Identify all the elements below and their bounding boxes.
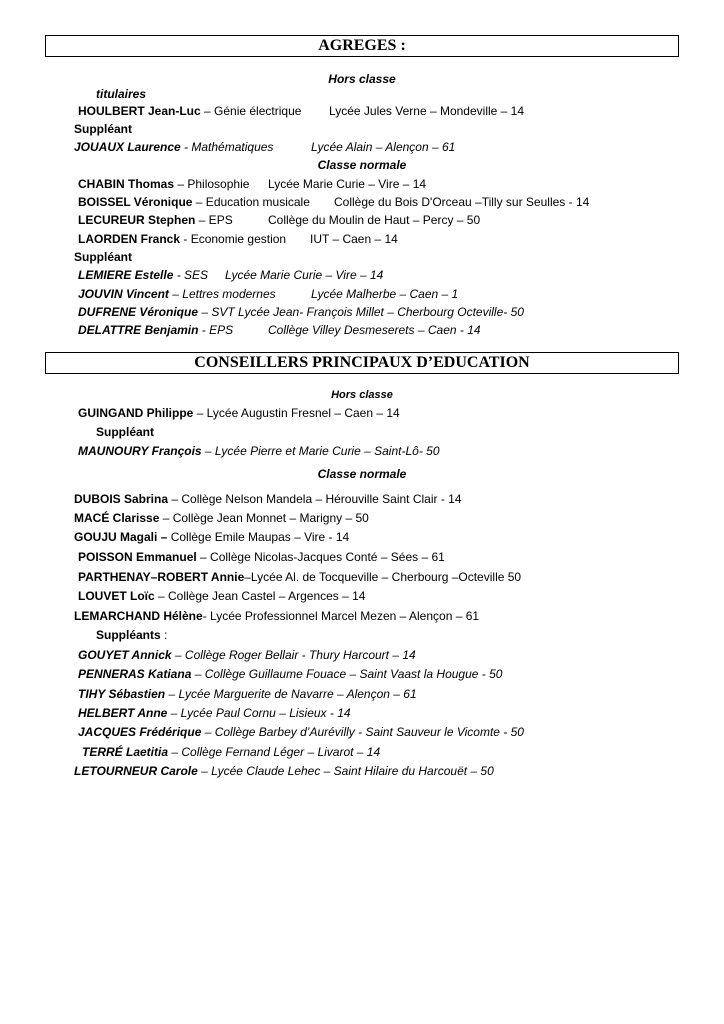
person-name: MAUNOURY François [78,444,202,458]
cpe-cn-titulaire-7 [74,609,479,623]
cpe-cn-suppleant-2 [78,667,502,681]
agreges-cn-titulaire-4 [78,232,398,246]
person-detail: – Collège Roger Bellair - Thury Harcourt – 14 [171,648,416,662]
person-detail: – Education musicale [192,195,310,209]
cpe-hc-suppleant-1 [78,444,440,458]
person-name: JOUAUX Laurence [74,140,181,154]
person-school: Collège Villey Desmeserets – Caen - 14 [268,323,481,337]
cpe-classe-normale-label: Classe normale [317,467,407,481]
person-detail: – Lettres modernes [168,287,276,301]
person-detail: Collège Emile Maupas – Vire - 14 [167,530,350,544]
cpe-hc-titulaire-1 [78,406,400,420]
person-school: Lycée Alain – Alençon – 61 [311,140,456,154]
cpe-hors-classe-label: Hors classe [331,389,393,401]
person-detail: – Philosophie [174,177,250,191]
cpe-cn-suppleant-3 [78,687,417,701]
agreges-cn-suppleant-1 [78,268,384,282]
person-detail: – Collège Fernand Léger – Livarot – 14 [168,745,381,759]
person-name: PENNERAS Katiana [78,667,192,681]
person-name: GUINGAND Philippe [78,406,194,420]
cpe-cn-suppleant-4 [78,706,351,720]
cpe-cn-suppleant-6 [82,745,380,759]
agreges-heading: AGREGES : [45,35,679,57]
person-name: LOUVET Loïc [78,589,155,603]
cpe-cn-titulaire-1 [74,492,462,506]
person-school: Lycée Malherbe – Caen – 1 [311,287,459,301]
cpe-cn-titulaire-3 [74,530,349,544]
cpe-cn-suppleant-7 [74,764,494,778]
person-detail: –Lycée Al. de Tocqueville – Cherbourg –Octeville 50 [244,570,522,584]
person-name: HOULBERT Jean-Luc [78,104,201,118]
person-name: POISSON Emmanuel [78,550,197,564]
person-name: LAORDEN Franck [78,232,181,246]
person-detail: – Collège Barbey d’Aurévilly - Saint Sauveur le Vicomte - 50 [201,725,524,739]
cpe-hc-suppleant-label: Suppléant [96,425,155,439]
agreges-cn-titulaire-2 [78,195,590,209]
person-detail: – Collège Jean Monnet – Marigny – 50 [159,511,369,525]
person-school: Lycée Marie Curie – Vire – 14 [268,177,427,191]
cpe-cn-suppleant-5 [78,725,524,739]
person-detail: - SES [173,268,209,282]
person-school: Collège du Moulin de Haut – Percy – 50 [268,213,481,227]
person-name: BOISSEL Véronique [78,195,193,209]
agreges-cn-suppleant-3 [78,305,524,319]
cpe-cn-suppleant-1 [78,648,416,662]
cpe-heading: CONSEILLERS PRINCIPAUX D’EDUCATION [45,352,679,374]
person-detail: – Collège Guillaume Fouace – Saint Vaast la Hougue - 50 [191,667,503,681]
cpe-cn-titulaire-5 [78,570,521,584]
suppleants-text: Suppléants [96,628,161,642]
person-detail: – Collège Nelson Mandela – Hérouville Saint Clair - 14 [168,492,462,506]
person-name: GOUYET Annick [78,648,172,662]
person-detail: - EPS [198,323,234,337]
person-name: DUBOIS Sabrina [74,492,169,506]
agreges-hors-classe-label: Hors classe [328,72,396,86]
person-name: LEMARCHAND Hélène [74,609,203,623]
agreges-hc-suppleant-1 [74,140,456,154]
person-detail: – Collège Nicolas-Jacques Conté – Sées – 61 [196,550,445,564]
agreges-classe-normale-label: Classe normale [317,158,407,172]
person-name: JOUVIN Vincent [78,287,169,301]
person-detail: – EPS [195,213,233,227]
person-detail: – SVT Lycée Jean- François Millet – Cherbourg Octeville- 50 [198,305,524,319]
person-name: LEMIERE Estelle [78,268,174,282]
person-detail: - Economie gestion [180,232,287,246]
person-detail: – Lycée Claude Lehec – Saint Hilaire du Harcouët – 50 [197,764,494,778]
person-detail: – Lycée Augustin Fresnel – Caen – 14 [193,406,400,420]
person-detail: – Génie électrique [200,104,302,118]
cpe-suppleants-label [96,628,167,642]
agreges-cn-titulaire-1 [78,177,427,191]
agreges-titulaires-label: titulaires [96,87,147,101]
person-school: IUT – Caen – 14 [310,232,398,246]
agreges-cn-titulaire-3 [78,213,481,227]
person-name: DELATTRE Benjamin [78,323,199,337]
person-detail: - Lycée Professionnel Marcel Mezen – Alençon – 61 [202,609,480,623]
person-detail: – Lycée Pierre et Marie Curie – Saint-Lô- 50 [201,444,440,458]
agreges-cn-suppleant-2 [78,287,459,301]
suppleants-colon: : [160,628,168,642]
person-name: JACQUES Frédérique [78,725,202,739]
person-name: HELBERT Anne [78,706,168,720]
person-name: CHABIN Thomas [78,177,175,191]
person-name: MACÉ Clarisse [74,511,160,525]
person-name: LECUREUR Stephen [78,213,196,227]
person-name: PARTHENAY–ROBERT Annie [78,570,245,584]
person-name: TIHY Sébastien [78,687,166,701]
person-name: TERRÉ Laetitia [82,745,169,759]
person-name: GOUJU Magali – [74,530,168,544]
agreges-cn-suppleant-label: Suppléant [74,250,133,264]
person-school: Lycée Jules Verne – Mondeville – 14 [329,104,525,118]
person-name: DUFRENE Véronique [78,305,199,319]
cpe-cn-titulaire-2 [74,511,369,525]
person-detail: – Lycée Paul Cornu – Lisieux - 14 [167,706,351,720]
person-school: Lycée Marie Curie – Vire – 14 [225,268,384,282]
agreges-hc-titulaire-1 [78,104,525,118]
person-detail: – Lycée Marguerite de Navarre – Alençon – 61 [165,687,417,701]
person-detail: - Mathématiques [180,140,274,154]
person-name: LETOURNEUR Carole [74,764,198,778]
cpe-cn-titulaire-4 [78,550,445,564]
agreges-hc-suppleant-label: Suppléant [74,122,133,136]
person-detail: – Collège Jean Castel – Argences – 14 [154,589,366,603]
person-school: Collège du Bois D'Orceau –Tilly sur Seulles - 14 [334,195,590,209]
agreges-cn-suppleant-4 [78,323,481,337]
cpe-cn-titulaire-6 [78,589,365,603]
